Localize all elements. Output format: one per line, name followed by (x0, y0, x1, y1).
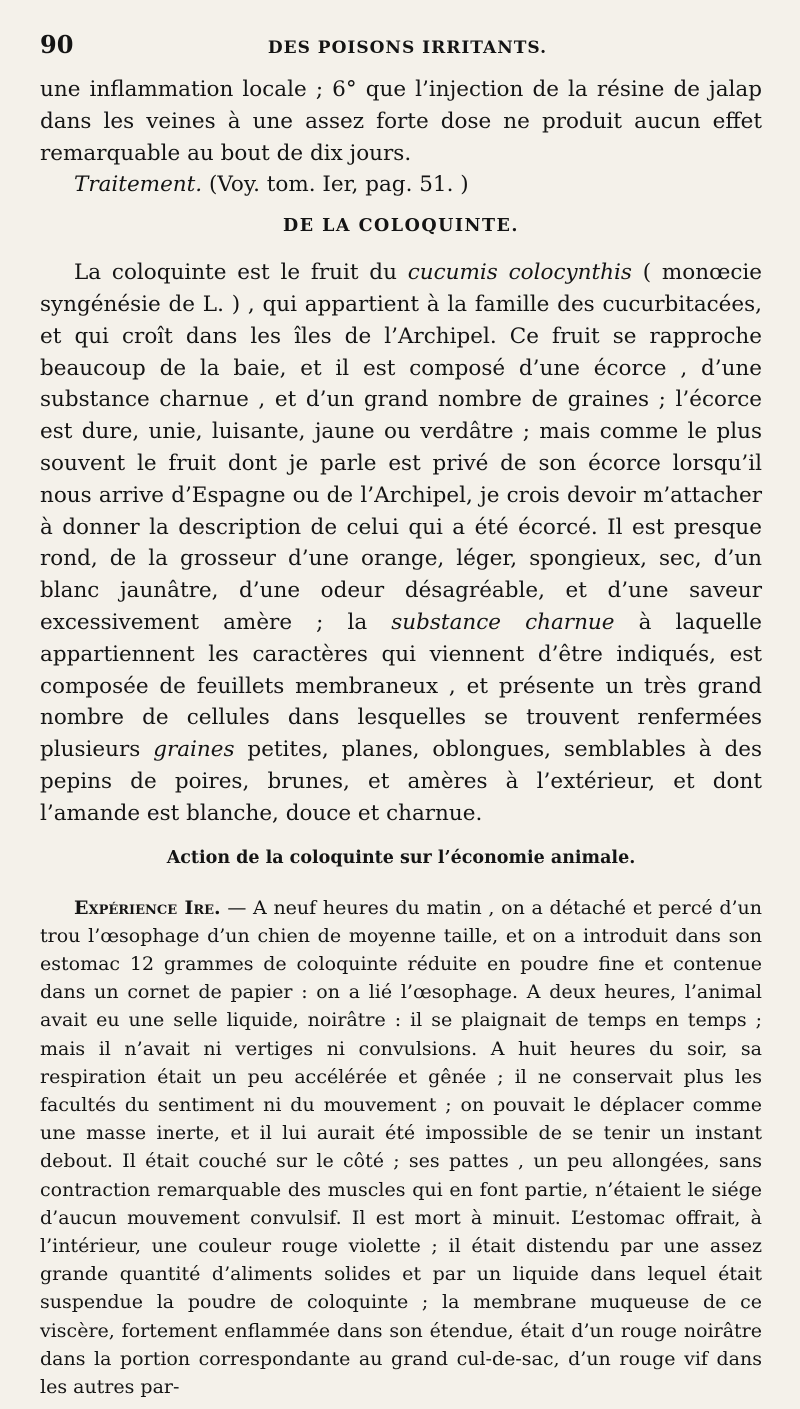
latin-name: cucumis colocynthis (407, 260, 632, 286)
emphasis-substance-charnue: substance charnue (391, 609, 615, 635)
traitement-reference: (Voy. tom. Ier, pag. 51. ) (202, 172, 469, 198)
paragraph-coloquinte-description (40, 257, 762, 829)
paragraph-traitement (40, 169, 762, 201)
text-run: à laquelle appartiennent les caractères qui viennent d’être indiqués, est composée de feuillets membraneux , et présente un très grand nombre de cellules dans lesquelles se trouvent renfermées plusieurs (40, 609, 762, 763)
section-heading: DE LA COLOQUINTE. (283, 216, 519, 237)
running-title: DES POISONS IRRITANTS. (267, 38, 547, 58)
emphasis-graines: graines (153, 737, 235, 763)
subsection-heading: Action de la coloquinte sur l’économie animale. (166, 847, 636, 868)
traitement-label: Traitement. (74, 172, 203, 198)
text-run: La coloquinte est le fruit du (74, 260, 408, 286)
text-run: petites, planes, oblongues, semblables à des pepins de poires, brunes, et amères à l’extérieur, et dont l’amande est blanche, douce et charnue. (40, 737, 762, 826)
experience-label: Expérience Ire. (74, 896, 221, 919)
experience-text: — A neuf heures du matin , on a détaché et percé d’un trou l’œsophage d’un chien de moyenne taille, et on a introduit dans son estomac 12 grammes de coloquinte réduite en poudre fine et contenue dans un cornet de papier : on a lié l’œsophage. A deux heures, l’animal avait eu une selle liquide, noirâtre : il se plaignait de temps en temps ; mais il n’avait ni vertiges ni convulsions. A huit heures du soir, sa respiration était un peu accélérée et gênée ; il ne conservait plus les facultés du sentiment ni du mouvement ; on pouvait le déplacer comme une masse inerte, et il lui aurait été impossible de se tenir un instant debout. Il était couché sur le côté ; ses pattes , un peu allongées, sans contraction remarquable des muscles qui en font partie, n’étaient le siége d’aucun mouvement convulsif. Il est mort à minuit. L’estomac offrait, à l’intérieur, une couleur rouge violette ; il était distendu par une assez grande quantité d’aliments solides et par un liquide dans lequel était suspendue la poudre de coloquinte ; la membrane muqueuse de ce viscère, fortement enflammée dans son étendue, était d’un rouge noirâtre dans la portion correspondante au grand cul-de-sac, d’un rouge vif dans les autres par- (40, 896, 763, 1398)
page-number: 90 (40, 30, 74, 59)
text-run: ( monœcie syngénésie de L. ) , qui appartient à la famille des cucurbitacées, et qui croît dans les îles de l’Archipel. Ce fruit se rapproche beaucoup de la baie, et il est composé d’une écorce , d’une substance charnue , et d’un grand nombre de graines ; l’écorce est dure, unie, luisante, jaune ou verdâtre ; mais comme le plus souvent le fruit dont je parle est privé de son écorce lorsqu’il nous arrive d’Espagne ou de l’Archipel, je crois devoir m’attacher à donner la description de celui qui a été écorcé. Il est presque rond, de la grosseur d’une orange, léger, spongieux, sec, d’un blanc jaunâtre, d’une odeur désagréable, et d’une saveur excessivement amère ; la (40, 260, 763, 635)
running-head (40, 30, 762, 74)
paragraph-jalap-conclusion: une inflammation locale ; 6° que l’injection de la résine de jalap dans les veines à une assez forte dose ne produit aucun effet remarquable au bout de dix jours. (40, 77, 762, 166)
paragraph-experience (40, 894, 762, 1402)
